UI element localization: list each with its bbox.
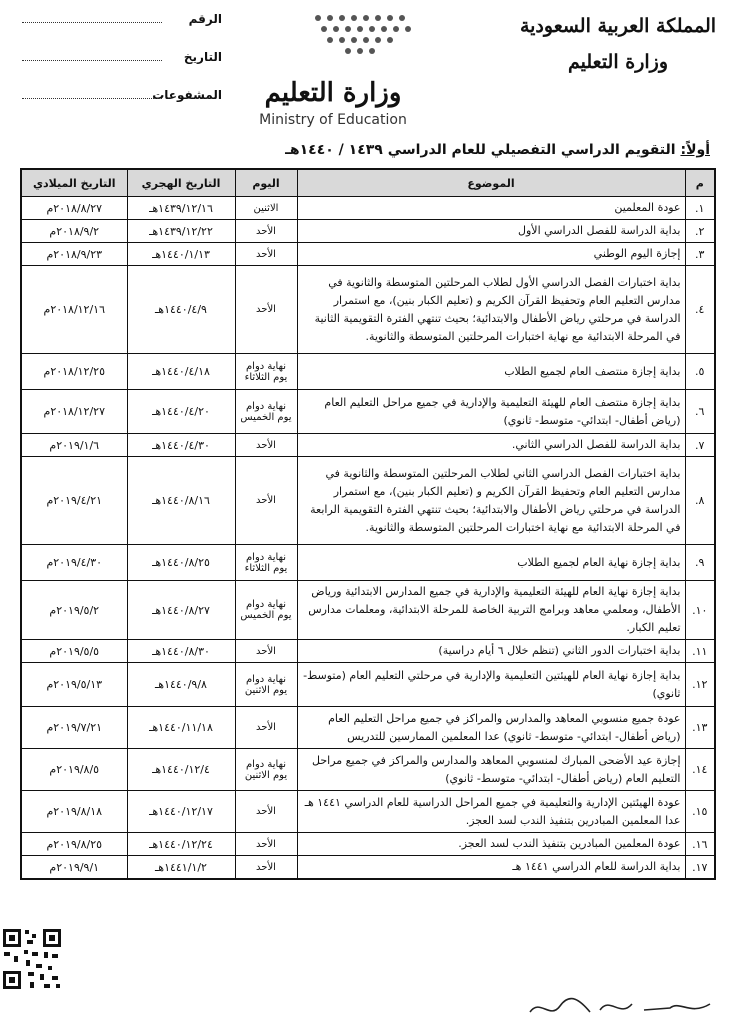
table-row [21,457,715,545]
row-hijri-date: ١٤٤٠/٨/٢٥هـ [127,545,235,581]
row-number: ١٤. [685,749,715,791]
number-field [22,6,222,44]
row-topic: بداية اختبارات الفصل الدراسي الأول لطلاب المرحلتين المتوسطة والثانوية في مدارس التعليم العام وتحفيظ القرآن الكريم و (تعليم الكبار بنين)، مع استمرار الدراسة في مرحلتي رياض الأطفال والابتدائية؛ بحيث تنتهي الفترة التقويمية الثانية في المرحلة الابتدائية مع نهاية اختبارات المرحلتين المتوسطة والثانوية. [297,266,685,354]
row-day: نهاية دوام يوم الخميس [235,390,297,434]
row-day: الأحد [235,856,297,880]
table-row [21,243,715,266]
row-day: نهاية دوام يوم الاثنين [235,749,297,791]
attachments-label: المشفوعات [152,88,222,102]
row-hijri-date: ١٤٤٠/٨/٣٠هـ [127,640,235,663]
row-day: الأحد [235,640,297,663]
row-gregorian-date: ٢٠١٨/٩/٢م [21,220,127,243]
column-header: الموضوع [297,169,685,197]
column-header: م [685,169,715,197]
table-row [21,390,715,434]
row-topic: عودة المعلمين [297,197,685,220]
row-number: ٨. [685,457,715,545]
table-header-row [21,169,715,197]
table-row [21,791,715,833]
table-row [21,581,715,640]
row-hijri-date: ١٤٤٠/١١/١٨هـ [127,707,235,749]
row-gregorian-date: ٢٠١٩/٥/٢م [21,581,127,640]
row-day: نهاية دوام يوم الاثنين [235,663,297,707]
attachments-dotted-line [22,98,162,99]
row-day: الأحد [235,833,297,856]
row-topic: إجازة عيد الأضحى المبارك لمنسوبي المعاهد والمدارس والمراكز في جميع مراحل التعليم العام (رياض أطفال- ابتدائي- متوسط- ثانوي) [297,749,685,791]
ministry-name: وزارة التعليم [567,51,668,73]
row-gregorian-date: ٢٠١٩/٨/١٨م [21,791,127,833]
row-hijri-date: ١٤٤٠/٤/٢٠هـ [127,390,235,434]
row-gregorian-date: ٢٠١٩/٧/٢١م [21,707,127,749]
table-row [21,354,715,390]
row-hijri-date: ١٤٤٠/٤/٣٠هـ [127,434,235,457]
row-number: ١٧. [685,856,715,880]
row-day: الأحد [235,266,297,354]
row-gregorian-date: ٢٠١٨/٨/٢٧م [21,197,127,220]
row-topic: بداية إجازة نهاية العام للهيئتين التعليمية والإدارية في مرحلتي التعليم العام (متوسط- ثانوي) [297,663,685,707]
row-number: ٦. [685,390,715,434]
row-hijri-date: ١٤٤٠/١/١٣هـ [127,243,235,266]
header-issuer [518,8,718,80]
number-dotted-line [22,22,162,23]
row-gregorian-date: ٢٠١٨/١٢/٢٥م [21,354,127,390]
row-hijri-date: ١٤٤٠/١٢/١٧هـ [127,791,235,833]
row-hijri-date: ١٤٤٠/٤/١٨هـ [127,354,235,390]
row-topic: إجازة اليوم الوطني [297,243,685,266]
ministry-logo [248,8,418,128]
row-gregorian-date: ٢٠١٩/٩/١م [21,856,127,880]
calendar-table [20,168,716,880]
row-gregorian-date: ٢٠١٨/١٢/٢٧م [21,390,127,434]
row-gregorian-date: ٢٠١٩/٤/٢١م [21,457,127,545]
row-topic: عودة الهيئتين الإدارية والتعليمية في جميع المراحل الدراسية للعام الدراسي ١٤٤١ هـ عدا المعلمين المبادرين بتنفيذ الندب لسد العجز. [297,791,685,833]
kingdom-name: المملكة العربية السعودية [519,15,717,37]
row-hijri-date: ١٤٣٩/١٢/٢٢هـ [127,220,235,243]
row-topic: بداية إجازة نهاية العام لجميع الطلاب [297,545,685,581]
date-dotted-line [22,60,162,61]
row-day: نهاية دوام يوم الثلاثاء [235,545,297,581]
row-gregorian-date: ٢٠١٩/٨/٥م [21,749,127,791]
table-row [21,833,715,856]
row-gregorian-date: ٢٠١٩/٥/١٣م [21,663,127,707]
row-topic: بداية الدراسة للفصل الدراسي الثاني. [297,434,685,457]
row-number: ٢. [685,220,715,243]
row-day: نهاية دوام يوم الثلاثاء [235,354,297,390]
table-row [21,266,715,354]
row-number: ١٢. [685,663,715,707]
row-hijri-date: ١٤٤٠/٤/٩هـ [127,266,235,354]
date-label: التاريخ [183,50,222,64]
qr-code-icon [0,926,64,992]
row-topic: بداية إجازة منتصف العام لجميع الطلاب [297,354,685,390]
row-gregorian-date: ٢٠١٨/١٢/١٦م [21,266,127,354]
row-number: ٧. [685,434,715,457]
row-topic: عودة المعلمين المبادرين بتنفيذ الندب لسد العجز. [297,833,685,856]
row-gregorian-date: ٢٠١٩/١/٦م [21,434,127,457]
table-row [21,220,715,243]
table-row [21,663,715,707]
title-text: التقويم الدراسي التفصيلي للعام الدراسي ١٤٣٩ / ١٤٤٠هـ [285,142,681,158]
row-day: الأحد [235,243,297,266]
column-header: التاريخ الهجري [127,169,235,197]
table-row [21,707,715,749]
row-hijri-date: ١٤٤٠/١٢/٢٤هـ [127,833,235,856]
row-number: ١١. [685,640,715,663]
row-hijri-date: ١٤٤٠/٨/١٦هـ [127,457,235,545]
row-topic: بداية الدراسة للفصل الدراسي الأول [297,220,685,243]
row-number: ٩. [685,545,715,581]
table-row [21,545,715,581]
row-gregorian-date: ٢٠١٩/٥/٥م [21,640,127,663]
row-topic: بداية اختبارات الدور الثاني (تنظم خلال ٦ أيام دراسية) [297,640,685,663]
reference-fields [22,6,222,120]
row-number: ١٥. [685,791,715,833]
document-title [110,142,710,158]
title-prefix: أولاً: [680,142,710,158]
row-day: الأحد [235,707,297,749]
table-row [21,640,715,663]
number-label: الرقم [188,12,222,26]
row-hijri-date: ١٤٤٠/١٢/٤هـ [127,749,235,791]
logo-arabic-text: وزارة التعليم [264,78,402,108]
column-header: التاريخ الميلادي [21,169,127,197]
row-number: ٥. [685,354,715,390]
date-field [22,44,222,82]
row-hijri-date: ١٤٤٠/٩/٨هـ [127,663,235,707]
row-topic: بداية الدراسة للعام الدراسي ١٤٤١ هـ [297,856,685,880]
row-number: ١. [685,197,715,220]
row-day: الأحد [235,457,297,545]
row-number: ١٦. [685,833,715,856]
column-header: اليوم [235,169,297,197]
table-row [21,434,715,457]
row-topic: بداية إجازة نهاية العام للهيئة التعليمية والإدارية في جميع المدارس الابتدائية ورياض الأطفال، ومعلمي معاهد وبرامج التربية الخاصة للمرحلة الابتدائية، ومعلمات مدارس تعليم الكبار. [297,581,685,640]
row-hijri-date: ١٤٣٩/١٢/١٦هـ [127,197,235,220]
table-row [21,749,715,791]
row-day: الأحد [235,791,297,833]
row-day: الأحد [235,220,297,243]
row-number: ٤. [685,266,715,354]
logo-english-text: Ministry of Education [259,112,407,128]
attachments-field [22,82,222,120]
row-number: ٣. [685,243,715,266]
logo-dots-icon [308,12,418,56]
row-gregorian-date: ٢٠١٨/٩/٢٣م [21,243,127,266]
table-row [21,856,715,880]
row-topic: بداية اختبارات الفصل الدراسي الثاني لطلاب المرحلتين المتوسطة والثانوية في مدارس التعليم العام وتحفيظ القرآن الكريم و (تعليم الكبار بنين)، مع استمرار الدراسة في مرحلتي رياض الأطفال والابتدائية؛ بحيث تنتهي الفترة التقويمية الرابعة في المرحلة الابتدائية مع نهاية اختبارات المرحلتين المتوسطة والثانوية. [297,457,685,545]
row-gregorian-date: ٢٠١٩/٤/٣٠م [21,545,127,581]
row-number: ١٠. [685,581,715,640]
row-topic: بداية إجازة منتصف العام للهيئة التعليمية والإدارية في جميع مراحل التعليم العام (رياض أطفال- ابتدائي- متوسط- ثانوي) [297,390,685,434]
row-day: الأحد [235,434,297,457]
row-number: ١٣. [685,707,715,749]
row-gregorian-date: ٢٠١٩/٨/٢٥م [21,833,127,856]
handwritten-signature [520,990,720,1024]
row-hijri-date: ١٤٤٠/٨/٢٧هـ [127,581,235,640]
row-day: الاثنين [235,197,297,220]
row-topic: عودة جميع منسوبي المعاهد والمدارس والمراكز في جميع مراحل التعليم العام (رياض أطفال- ابتدائي- متوسط- ثانوي) عدا المعلمين الممارسين للتدريس [297,707,685,749]
row-hijri-date: ١٤٤١/١/٢هـ [127,856,235,880]
row-day: نهاية دوام يوم الخميس [235,581,297,640]
table-row [21,197,715,220]
